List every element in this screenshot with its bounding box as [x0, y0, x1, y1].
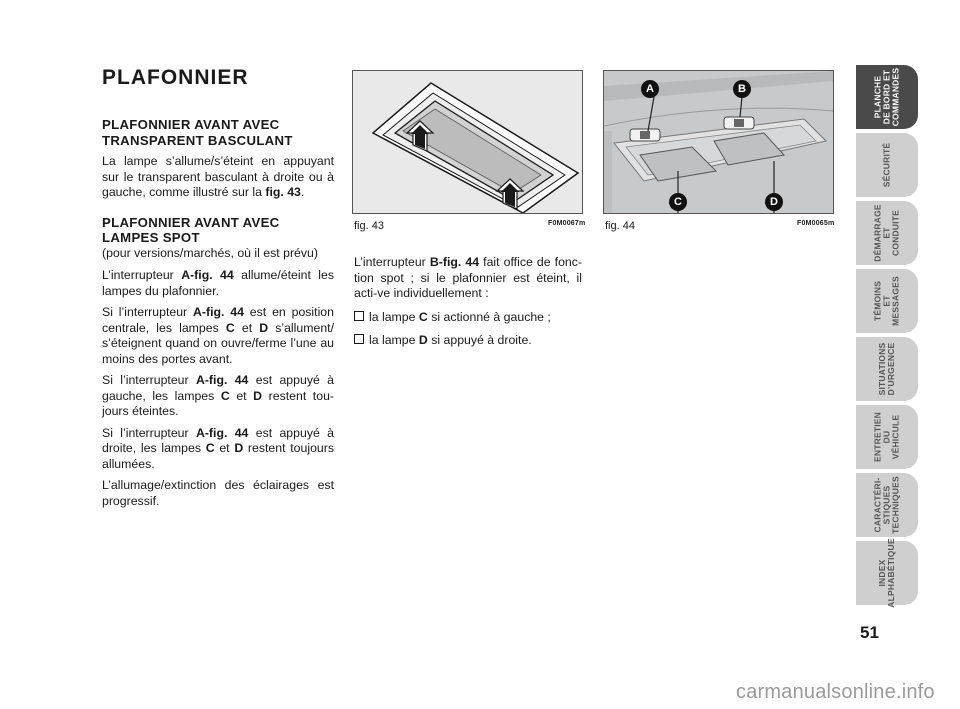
text-column-right — [354, 255, 582, 357]
callout-label-c: C — [669, 193, 687, 211]
ceiling-lamp-tilting-illustration — [353, 71, 582, 213]
callout-label-a: A — [641, 80, 659, 98]
tab-entretien[interactable]: ENTRETIEN DU VÉHICULE — [856, 405, 918, 469]
paragraph-switch-central: Si l’interrupteur A-fig. 44 est en position centrale, les lampes C et D s’allument/ s’éteignent quand on ouvre/ferme l’une au moins des portes avant. — [102, 305, 334, 366]
tab-planche-de-bord[interactable]: PLANCHE DE BORD ET COMMANDES — [856, 65, 918, 129]
figure-44-code: F0M0065m — [797, 220, 835, 227]
section-heading-basculant: PLAFONNIER AVANT AVEC TRANSPARENT BASCULANT — [102, 117, 293, 148]
list-item-lamp-d: la lampe D si appuyé à droite. — [354, 333, 582, 349]
checkbox-bullet-icon — [354, 311, 364, 321]
figure-43-caption: fig. 43 — [354, 220, 384, 232]
paragraph-switch-a: L’interrupteur A-fig. 44 allume/éteint les lampes du plafonnier. — [102, 268, 334, 298]
tab-index[interactable]: INDEX ALPHABÉTIQUE — [856, 541, 918, 605]
watermark: carmanualsonline.info — [736, 681, 935, 703]
paragraph-switch-right: Si l’interrupteur A-fig. 44 est appuyé à droite, les lampes C et D restent toujours allumées. — [102, 425, 334, 471]
tab-situations[interactable]: SITUATIONS D’URGENCE — [856, 337, 918, 401]
paragraph-switch-b: L’interrupteur B-fig. 44 fait office de fonc-tion spot ; si le plafonnier est éteint, il acti-ve individuellement : — [354, 255, 582, 300]
section-heading-spot: PLAFONNIER AVANT AVEC LAMPES SPOT — [102, 214, 280, 245]
figure-44-caption: fig. 44 — [605, 220, 635, 232]
callout-label-b: B — [733, 80, 751, 98]
paragraph-progressive: L’allumage/extinction des éclairages est progressif. — [102, 478, 334, 508]
tab-demarrage[interactable]: DÉMARRAGE ET CONDUITE — [856, 201, 918, 265]
page-title: PLAFONNIER — [102, 66, 249, 89]
callout-label-d: D — [765, 193, 783, 211]
paragraph-versions-note: (pour versions/marchés, où il est prévu) — [102, 245, 318, 260]
page-number: 51 — [860, 623, 879, 642]
checkbox-bullet-icon — [354, 334, 364, 344]
figure-43-code: F0M0067m — [548, 220, 586, 227]
figure-43-illustration — [352, 70, 583, 214]
tab-caracteristiques[interactable]: CARACTÉRI- STIQUES TECHNIQUES — [856, 473, 918, 537]
chapter-tabs — [856, 65, 918, 609]
figure-44-illustration — [603, 70, 834, 214]
paragraph-basculant: La lampe s’allume/s’éteint en appuyant sur le transparent basculant à droite ou à gauche, comme illustré sur la fig. 43. — [102, 154, 334, 199]
text-column-left — [102, 117, 334, 515]
tab-temoins[interactable]: TÉMOINS ET MESSAGES — [856, 269, 918, 333]
tab-securite[interactable]: SÉCURITÉ — [856, 133, 918, 197]
list-item-lamp-c: la lampe C si actionné à gauche ; — [354, 310, 582, 326]
paragraph-switch-left: Si l’interrupteur A-fig. 44 est appuyé à gauche, les lampes C et D restent tou-jours éteintes. — [102, 373, 334, 418]
ceiling-spot-lamps-illustration — [604, 71, 833, 213]
